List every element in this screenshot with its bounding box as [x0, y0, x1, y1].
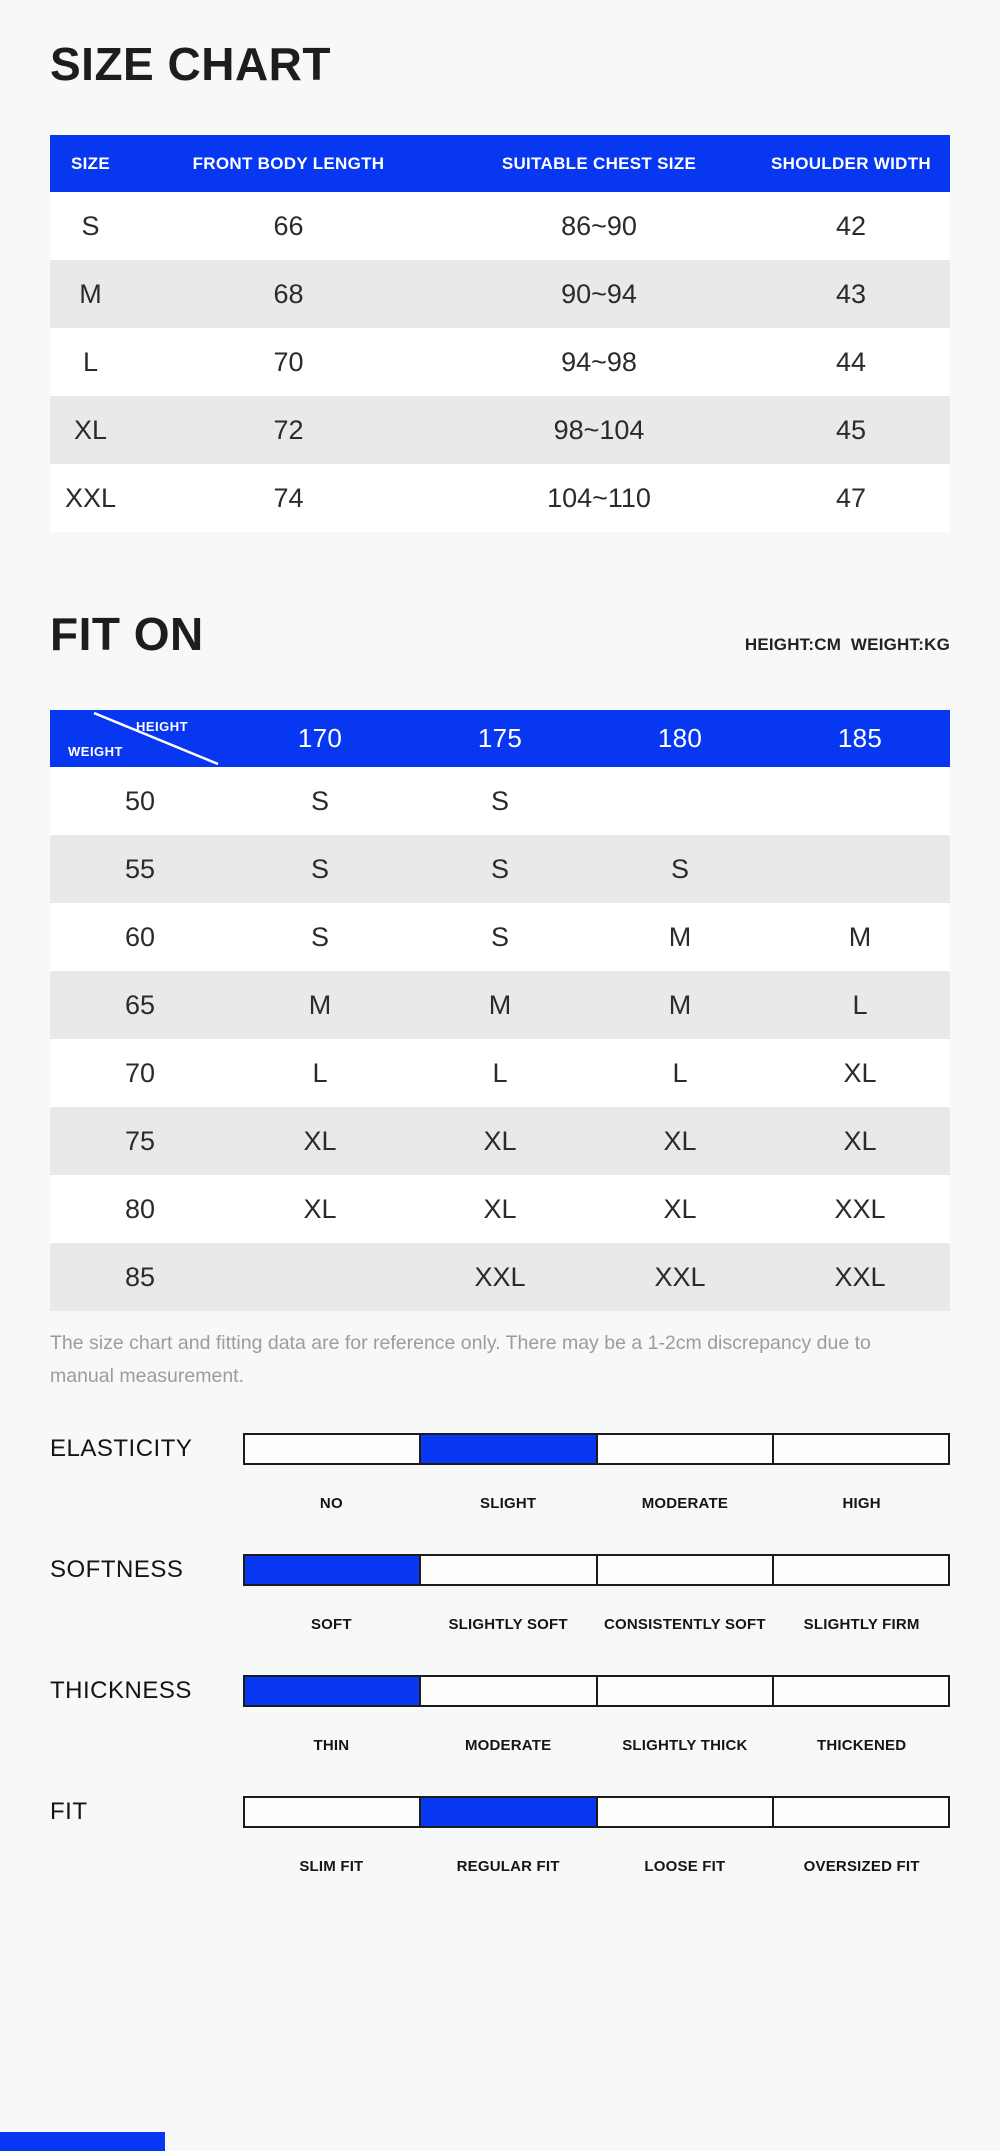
level-segment — [774, 1798, 948, 1826]
size-chart-header-row — [50, 135, 950, 192]
height-column-header: 170 — [297, 723, 343, 753]
level-segment — [598, 1677, 774, 1705]
size-column-header: SHOULDER WIDTH — [770, 153, 932, 173]
fit-on-title: FIT ON — [50, 608, 204, 660]
level-caption: THICKENED — [816, 1737, 907, 1754]
fit-size-cell: XXL — [474, 1261, 526, 1292]
size-value-cell: 98~104 — [553, 414, 645, 445]
size-value-cell: 44 — [835, 346, 867, 377]
level-caption: SLIGHTLY FIRM — [803, 1616, 920, 1633]
level-bar — [243, 1433, 950, 1465]
size-column-header: FRONT BODY LENGTH — [192, 153, 385, 173]
fit-table-row — [50, 1175, 950, 1243]
fit-size-cell: S — [490, 853, 509, 884]
level-caption: CONSISTENTLY SOFT — [603, 1616, 766, 1633]
corner-height-label: HEIGHT — [136, 719, 189, 734]
fit-size-cell: XXL — [834, 1261, 886, 1292]
fit-size-cell: XL — [303, 1193, 337, 1224]
fit-on-heading-row — [50, 608, 950, 660]
fit-size-cell: M — [668, 921, 692, 952]
attribute-label: SOFTNESS — [50, 1556, 184, 1583]
size-table-row — [50, 464, 950, 532]
level-segment — [421, 1677, 597, 1705]
size-table-row — [50, 192, 950, 260]
level-segment — [598, 1556, 774, 1584]
weight-cell: 70 — [124, 1057, 156, 1088]
attribute-row — [50, 1675, 950, 1707]
fit-size-cell: XL — [843, 1125, 877, 1156]
height-column-header: 175 — [477, 723, 523, 753]
size-label-cell: S — [81, 210, 100, 241]
attribute-row — [50, 1796, 950, 1828]
weight-cell: 50 — [124, 785, 156, 816]
weight-cell: 65 — [124, 989, 156, 1020]
size-table-row — [50, 260, 950, 328]
level-segment-selected — [245, 1556, 421, 1584]
level-caption: SOFT — [310, 1616, 352, 1633]
fit-size-cell: S — [310, 785, 329, 816]
size-value-cell: 70 — [273, 346, 304, 377]
level-segment-selected — [245, 1677, 421, 1705]
fit-size-cell: M — [308, 989, 332, 1020]
fit-size-cell: XL — [303, 1125, 337, 1156]
fit-size-cell: L — [852, 989, 868, 1020]
fit-table-row — [50, 835, 950, 903]
size-value-cell: 42 — [835, 210, 867, 241]
level-segment — [598, 1435, 774, 1463]
size-value-cell: 47 — [835, 482, 867, 513]
fit-size-cell: XL — [663, 1193, 697, 1224]
fit-size-cell: M — [668, 989, 692, 1020]
fit-size-cell: M — [488, 989, 512, 1020]
height-column-header: 180 — [657, 723, 703, 753]
size-value-cell: 74 — [273, 482, 304, 513]
level-segment — [774, 1556, 948, 1584]
level-captions — [243, 1858, 950, 1875]
level-segment-selected — [421, 1798, 597, 1826]
size-value-cell: 72 — [273, 414, 304, 445]
fit-size-cell: L — [492, 1057, 508, 1088]
level-caption: NO — [319, 1495, 343, 1512]
size-column-header: SIZE — [71, 153, 110, 173]
level-segment — [245, 1435, 421, 1463]
level-segment — [598, 1798, 774, 1826]
level-caption: REGULAR FIT — [456, 1858, 560, 1875]
size-label-cell: L — [82, 346, 99, 377]
attribute-thickness — [50, 1675, 950, 1754]
size-value-cell: 86~90 — [561, 210, 637, 241]
size-column-header: SUITABLE CHEST SIZE — [501, 153, 697, 173]
attribute-elasticity — [50, 1433, 950, 1512]
weight-cell: 80 — [124, 1193, 156, 1224]
fit-size-cell: M — [848, 921, 872, 952]
fit-size-cell: XXL — [834, 1193, 886, 1224]
level-caption: SLIGHT — [480, 1495, 537, 1512]
fit-size-cell: S — [490, 785, 509, 816]
fit-on-header-row — [50, 710, 950, 767]
height-weight-corner-cell — [50, 710, 230, 767]
size-chart-title: SIZE CHART — [50, 38, 331, 90]
fit-size-cell: L — [312, 1057, 328, 1088]
level-caption: MODERATE — [641, 1495, 729, 1512]
level-captions — [243, 1616, 950, 1633]
level-segment — [245, 1798, 421, 1826]
level-caption: OVERSIZED FIT — [803, 1858, 920, 1875]
fit-table-row — [50, 1039, 950, 1107]
level-captions — [243, 1495, 950, 1512]
attribute-label: ELASTICITY — [50, 1435, 193, 1462]
size-chart-table — [50, 135, 950, 532]
level-segment-selected — [421, 1435, 597, 1463]
size-table-row — [50, 328, 950, 396]
fit-size-cell: L — [672, 1057, 688, 1088]
attribute-row — [50, 1554, 950, 1586]
weight-cell: 60 — [124, 921, 156, 952]
size-value-cell: 90~94 — [561, 278, 637, 309]
weight-cell: 75 — [124, 1125, 156, 1156]
size-value-cell: 66 — [273, 210, 304, 241]
fit-size-cell: XXL — [654, 1261, 706, 1292]
fit-on-body — [50, 767, 950, 1311]
next-section-band — [0, 2132, 165, 2151]
weight-cell: 85 — [124, 1261, 156, 1292]
size-value-cell: 68 — [273, 278, 304, 309]
disclaimer-text: The size chart and fitting data are for reference only. There may be a 1-2cm discrepancy due to manual measurement. — [50, 1332, 871, 1387]
level-caption: THIN — [313, 1737, 350, 1754]
fit-table-row — [50, 1107, 950, 1175]
fit-size-cell: XL — [663, 1125, 697, 1156]
level-caption: HIGH — [842, 1495, 881, 1512]
size-table-row — [50, 396, 950, 464]
fabric-attributes-section — [50, 1433, 950, 1875]
level-bar — [243, 1796, 950, 1828]
level-bar — [243, 1675, 950, 1707]
fit-on-table — [50, 710, 950, 1311]
size-value-cell: 45 — [835, 414, 867, 445]
fit-size-cell: S — [310, 921, 329, 952]
level-caption: MODERATE — [464, 1737, 552, 1754]
size-chart-body — [50, 192, 950, 532]
attribute-fit — [50, 1796, 950, 1875]
fit-size-cell: S — [490, 921, 509, 952]
level-caption: LOOSE FIT — [644, 1858, 726, 1875]
size-value-cell: 43 — [835, 278, 867, 309]
attribute-label: FIT — [50, 1798, 88, 1825]
size-value-cell: 94~98 — [561, 346, 637, 377]
level-segment — [774, 1435, 948, 1463]
size-label-cell: XXL — [64, 482, 117, 513]
attribute-softness — [50, 1554, 950, 1633]
level-caption: SLIM FIT — [299, 1858, 364, 1875]
level-captions — [243, 1737, 950, 1754]
fit-size-cell: XL — [843, 1057, 877, 1088]
size-label-cell: XL — [73, 414, 108, 445]
attribute-row — [50, 1433, 950, 1465]
level-segment — [421, 1556, 597, 1584]
fit-table-row — [50, 903, 950, 971]
size-value-cell: 104~110 — [547, 482, 651, 513]
fit-size-cell: XL — [483, 1125, 517, 1156]
attribute-label: THICKNESS — [50, 1677, 192, 1704]
units-note: HEIGHT:CM WEIGHT:KG — [744, 635, 950, 654]
level-caption: SLIGHTLY SOFT — [448, 1616, 568, 1633]
level-segment — [774, 1677, 948, 1705]
height-column-header: 185 — [837, 723, 883, 753]
fit-table-row — [50, 1243, 950, 1311]
fit-size-cell: S — [310, 853, 329, 884]
corner-weight-label: WEIGHT — [68, 744, 123, 759]
fit-table-row — [50, 971, 950, 1039]
fit-size-cell: XL — [483, 1193, 517, 1224]
fit-table-row — [50, 767, 950, 835]
level-bar — [243, 1554, 950, 1586]
weight-cell: 55 — [124, 853, 156, 884]
size-label-cell: M — [79, 278, 102, 309]
fit-size-cell: S — [670, 853, 689, 884]
level-caption: SLIGHTLY THICK — [622, 1737, 748, 1754]
